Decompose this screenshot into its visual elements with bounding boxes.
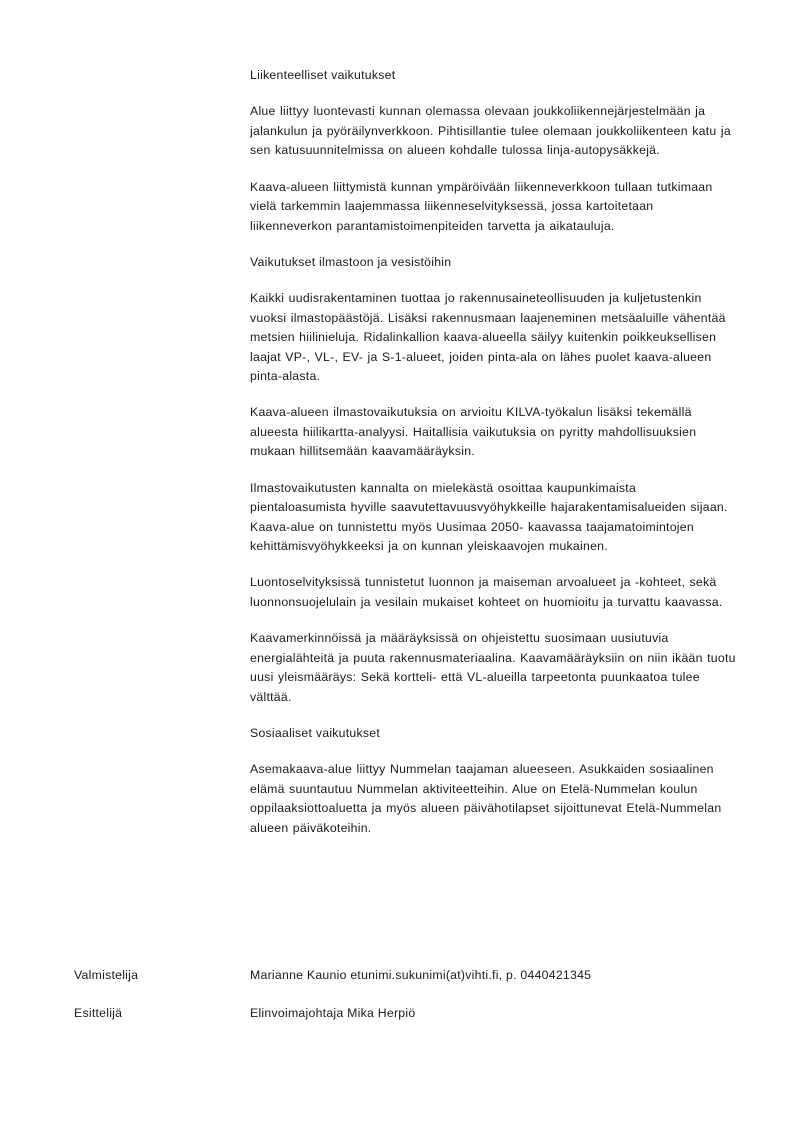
- signature-block: [74, 968, 734, 1044]
- signature-value-esittelija: Elinvoimajohtaja Mika Herpiö: [250, 1006, 416, 1020]
- paragraph-kaavamerkinnat: Kaavamerkinnöissä ja määräyksissä on ohjeistettu suosimaan uusiutuvia energialähteitä ja puuta rakennusmateriaalina. Kaavamääräyksiin on niin ikään tuotu uusi yleismääräys: Sekä kortteli- että VL-alueilla tarpeetonta puunkaatoa tulee välttää.: [250, 631, 736, 704]
- paragraph-liikenneverkko: Kaava-alueen liittymistä kunnan ympäröivään liikenneverkkoon tullaan tutkimaan vielä tarkemmin laajemmassa liikenneselvityksessä, jossa kartoitetaan liikenneverkon parantamistoimenpiteiden tarvetta ja aikatauluja.: [250, 179, 713, 233]
- paragraph-asemakaava-alue: Asemakaava-alue liittyy Nummelan taajaman alueeseen. Asukkaiden sosiaalinen elämä suuntautuu Nummelan aktiviteetteihin. Alue on Etelä-Nummelan koulun oppilaaksiottoaluetta ja myös alueen päivähotilapset sijoittunevat Etelä-Nummelan alueen päiväkoteihin.: [250, 762, 722, 835]
- paragraph-joukkoliikenne: Alue liittyy luontevasti kunnan olemassa olevaan joukkoliikennejärjestelmään ja jalankulun ja pyöräilynverkkoon. Pihtisillantie tulee olemaan joukkoliikenteen katu ja sen katusuunnitelmissa on alueen kohdalle tulossa linja-autopysäkkejä.: [250, 104, 731, 158]
- section-heading-ilmasto-vesistot: Vaikutukset ilmastoon ja vesistöihin: [250, 254, 452, 269]
- paragraph-pientaloasuminen: Ilmastovaikutusten kannalta on mielekästä osoittaa kaupunkimaista pientaloasumista hyville saavutettavuusvyöhykkeille hajarakentamisalueiden sijaan. Kaava-alue on tunnistettu myös Uusimaa 2050- kaavassa taajamatoimintojen kehittämisvyöhykkeeksi ja on kunnan yleiskaavojen mukainen.: [250, 480, 728, 554]
- paragraph-ilmastovaikutukset: Kaava-alueen ilmastovaikutuksia on arvioitu KILVA-työkalun lisäksi tekemällä alueesta hiilikartta-analyysi. Haitallisia vaikutuksia on pyritty mahdollisuuksien mukaan hillitsemään kaavamääräyksin.: [250, 405, 697, 459]
- signature-value-valmistelija: Marianne Kaunio etunimi.sukunimi(at)vihti.fi, p. 0440421345: [250, 968, 592, 982]
- paragraph-luontoselvitykset: Luontoselvityksissä tunnistetut luonnon ja maiseman arvoalueet ja -kohteet, sekä luonnonsuojelulain ja vesilain mukaiset kohteet on huomioitu ja turvattu kaavassa.: [250, 575, 723, 609]
- section-heading-liikenteelliset: Liikenteelliset vaikutukset: [250, 68, 396, 82]
- signature-label-valmistelija: Valmistelija: [74, 968, 139, 982]
- signature-row-valmistelija: [74, 968, 734, 982]
- signature-row-esittelija: [74, 1006, 734, 1020]
- paragraph-uudisrakentaminen: Kaikki uudisrakentaminen tuottaa jo rakennusaineteollisuuden ja kuljetustenkin vuoksi ilmastopäästöjä. Lisäksi rakennusmaan laajeneminen metsäaluille vähentää metsien hiilinieluja. Ridalinkallion kaava-alueella säilyy kuitenkin poikkeuksellisen laajat VP-, VL-, EV- ja S-1-alueet, joiden pinta-ala on lähes puolet kaava-alueen pinta-alasta.: [250, 291, 726, 384]
- document-body: [250, 66, 736, 855]
- section-heading-sosiaaliset: Sosiaaliset vaikutukset: [250, 725, 381, 740]
- signature-label-esittelija: Esittelijä: [74, 1006, 123, 1020]
